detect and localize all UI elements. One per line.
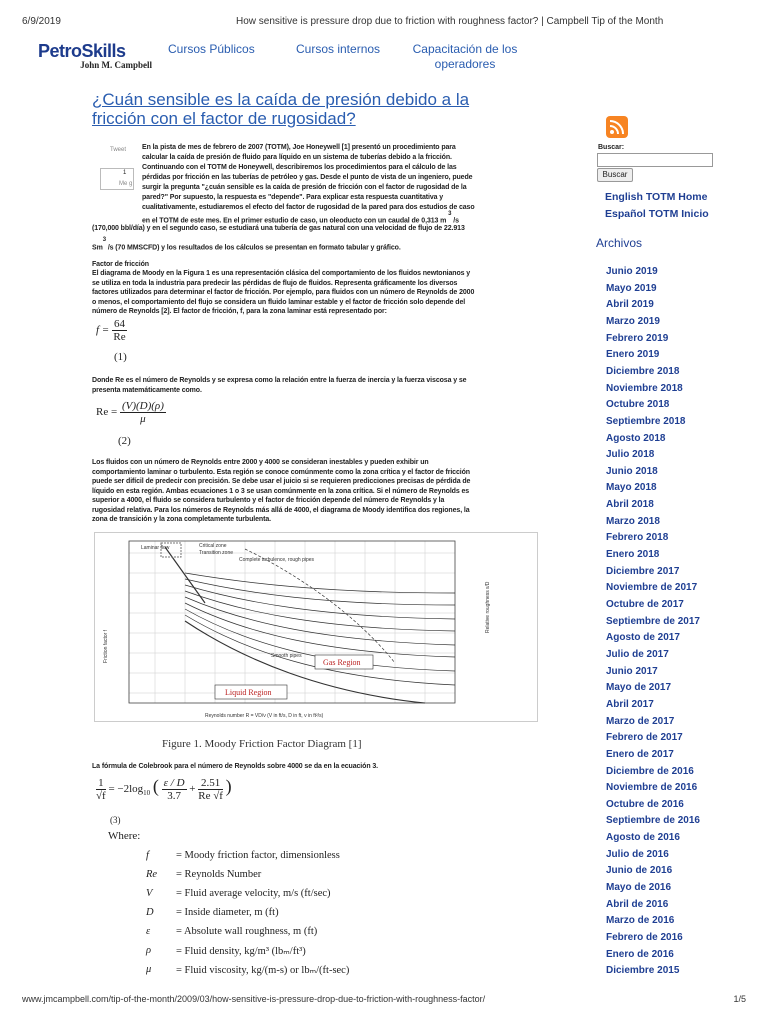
eq3-t1-num: ε / D xyxy=(163,776,185,789)
eq3-paren-close: ) xyxy=(225,776,232,796)
text-line: zona de transición y la zona completamente turbulenta. xyxy=(92,516,271,523)
archive-link[interactable]: Junio 2019 xyxy=(606,266,658,277)
link-espanol-totm[interactable]: Español TOTM Inicio xyxy=(605,208,709,220)
colebrook-line: La fórmula de Colebrook para el número de Reynolds sobre 4000 se da en la ecuación 3. xyxy=(92,763,378,770)
variable-symbol: Re xyxy=(146,869,158,880)
eq3-paren-open: ( xyxy=(152,776,159,796)
eq2-den: μ xyxy=(140,413,146,425)
archive-link[interactable]: Mayo 2019 xyxy=(606,282,657,294)
gas-region-label: Gas Region xyxy=(323,658,361,667)
print-page: 1/5 xyxy=(733,994,746,1004)
text-line: número de Reynolds [2]. El factor de fricción, f, para la zona laminar está representado por: xyxy=(92,308,387,315)
like-label: Me g xyxy=(119,181,133,187)
archivos-heading: Archivos xyxy=(596,236,643,250)
intro-line-8-sup: 3 xyxy=(448,211,452,217)
archive-link[interactable]: Mayo de 2017 xyxy=(606,682,672,694)
variable-symbol: μ xyxy=(146,964,152,975)
logo-sub: John M. Campbell xyxy=(80,60,152,70)
article-title[interactable]: ¿Cuán sensible es la caída de presión debido a la fricción con el factor de rugosidad? xyxy=(92,90,470,128)
archive-link[interactable]: Noviembre 2018 xyxy=(606,382,683,394)
intro-paragraph xyxy=(142,143,522,213)
variable-symbol: V xyxy=(146,888,153,899)
archive-link[interactable]: Enero 2018 xyxy=(606,549,660,561)
nav-capacitacion-operadores[interactable]: Capacitación de los operadores xyxy=(412,42,518,71)
archive-link[interactable]: Octubre de 2016 xyxy=(606,798,684,810)
chart-legend-labels xyxy=(141,543,315,659)
right-axis-label: Relative roughness ε/D xyxy=(485,581,491,633)
archive-link[interactable]: Septiembre de 2016 xyxy=(606,815,700,827)
eq3-term2 xyxy=(198,777,223,802)
archive-link[interactable]: Junio 2018 xyxy=(606,465,658,477)
archive-link[interactable]: Abril 2019 xyxy=(606,299,654,311)
archive-link[interactable]: Diciembre 2017 xyxy=(606,565,680,577)
archive-link[interactable]: Febrero de 2016 xyxy=(606,932,683,943)
eq3-term1 xyxy=(162,777,187,802)
text-line: rugosidad relativa. Para los números de Reynolds más allá de 4000, el diagrama de Moody identifica dos regiones, la xyxy=(92,506,470,514)
rss-icon-svg xyxy=(606,116,628,138)
liquid-region-label: Liquid Region xyxy=(225,688,272,697)
text-line: surgir la pregunta "¿cuán sensible es la caída de presión de fricción con el factor de rugosidad de la xyxy=(142,184,467,191)
archive-link[interactable]: Febrero de 2017 xyxy=(606,732,683,744)
archive-link[interactable]: Junio 2017 xyxy=(606,665,658,677)
variable-definition: = Reynolds Number xyxy=(176,869,262,880)
archive-link[interactable]: Diciembre de 2016 xyxy=(606,765,694,777)
archive-link[interactable]: Mayo de 2016 xyxy=(606,882,672,894)
archive-link[interactable]: Julio 2018 xyxy=(606,449,655,461)
eq3-sub: 10 xyxy=(143,789,151,798)
archive-link[interactable]: Julio de 2017 xyxy=(606,648,669,660)
archive-link[interactable]: Febrero 2019 xyxy=(606,332,669,344)
rss-icon[interactable] xyxy=(606,116,628,138)
friction-curves xyxy=(165,547,455,703)
text-line: líquido en esta región. Ambas ecuaciones 1 o 3 se usan comúnmente en la zona crítica. Si el número de Reynolds es xyxy=(92,487,470,495)
eq1-num: 64 xyxy=(113,318,125,330)
archive-link[interactable]: Mayo 2018 xyxy=(606,482,657,494)
text-line: pérdidas por fricción en las tuberías de petróleo y gas. Desde el punto de vista de un ingeniero, puede xyxy=(142,174,473,181)
archive-link[interactable]: Marzo de 2017 xyxy=(606,715,675,727)
nav-cursos-publicos[interactable]: Cursos Públicos xyxy=(168,42,255,56)
variable-symbol: ε xyxy=(146,926,151,937)
archive-link[interactable]: Abril de 2016 xyxy=(606,898,669,910)
eq2-lhs: Re = xyxy=(96,406,118,419)
tweet-button[interactable]: Tweet xyxy=(110,147,127,153)
eq3-lhs-den: √f xyxy=(96,789,106,802)
petroskills-logo[interactable] xyxy=(38,42,152,68)
text-line: Donde Re es el número de Reynolds y se expresa como la relación entre la fuerza de inercia y la fuerza viscosa y se xyxy=(92,377,467,384)
search-label: Buscar: xyxy=(598,144,625,151)
archive-link[interactable]: Octubre de 2017 xyxy=(606,599,684,610)
archive-link[interactable]: Diciembre 2018 xyxy=(606,365,680,377)
archive-link[interactable]: Abril 2017 xyxy=(606,698,654,710)
eq2-frac xyxy=(120,400,166,425)
variable-definition: = Absolute wall roughness, m (ft) xyxy=(176,926,318,937)
eq2-label: (2) xyxy=(118,435,131,447)
moody-diagram xyxy=(94,532,538,722)
intro-line-10-b: /s (70 MMSCFD) y los resultados de los cálculos se presentan en formato tabular y gráfico. xyxy=(107,244,401,252)
archive-link[interactable]: Febrero 2018 xyxy=(606,532,669,544)
figure-caption: Figure 1. Moody Friction Factor Diagram [1] xyxy=(162,738,362,750)
text-line: o menos, el comportamiento del flujo se considera un fluido laminar estable y el factor de fricción solo depende del xyxy=(92,298,466,306)
logo-brand: PetroSkills xyxy=(38,41,126,61)
eq3-t2-num: 2.51 xyxy=(198,777,223,790)
y-axis-label: Friction factor f xyxy=(103,629,109,663)
archive-link[interactable]: Marzo 2018 xyxy=(606,515,660,527)
friction-paragraph xyxy=(92,269,538,317)
archive-link[interactable]: Septiembre 2018 xyxy=(606,415,686,427)
archive-link[interactable]: Diciembre 2015 xyxy=(606,965,680,977)
eq3-label: (3) xyxy=(110,815,121,825)
archive-link[interactable]: Septiembre de 2017 xyxy=(606,615,700,627)
text-line: Los fluidos con un número de Reynolds entre 2000 y 4000 se consideran inestables y pueden exhibir un xyxy=(92,459,429,466)
archive-link[interactable]: Agosto de 2017 xyxy=(606,632,680,644)
variable-symbol: ρ xyxy=(146,945,152,956)
text-line: presenta matemáticamente como. xyxy=(92,386,202,394)
transition-paragraph xyxy=(92,458,538,525)
equation-2 xyxy=(96,400,166,425)
text-line: Continuando con el TOTM de Honeywell, describiremos los procedimientos para el cálculo de las xyxy=(142,164,457,171)
variable-symbol: f xyxy=(146,850,149,861)
label-complete: Complete turbulence, rough pipes xyxy=(239,557,315,563)
eq3-lhs xyxy=(96,777,106,802)
search-input[interactable] xyxy=(597,153,713,167)
eq3-lhs-num: 1 xyxy=(96,777,106,790)
variable-definition: = Moody friction factor, dimensionless xyxy=(176,850,340,861)
text-line: pared?" Por supuesto, la respuesta es "depende". Para explicar esta respuesta cuantitativa y xyxy=(142,194,444,201)
nav-cursos-internos[interactable]: Cursos internos xyxy=(296,42,381,56)
reynolds-paragraph xyxy=(92,376,538,395)
intro-line-10-sup: 3 xyxy=(102,237,106,243)
archive-link[interactable]: Junio de 2016 xyxy=(606,865,673,877)
search-button[interactable]: Buscar xyxy=(597,168,633,182)
equation-3 xyxy=(96,776,232,802)
like-count: 1 xyxy=(123,170,127,176)
variable-definition: = Fluid density, kg/m³ (lbₘ/ft³) xyxy=(176,946,306,957)
archive-link[interactable]: Marzo 2019 xyxy=(606,315,660,327)
eq2-num: (V)(D)(ρ) xyxy=(121,400,164,412)
variable-definition: = Inside diameter, m (ft) xyxy=(176,907,279,918)
print-url: www.jmcampbell.com/tip-of-the-month/2009/03/how-sensitive-is-pressure-drop-due-to-friction-with-roughness-factor/ xyxy=(22,994,486,1004)
eq3-mid: = −2log xyxy=(108,783,144,795)
text-line: En la pista de mes de febrero de 2007 (TOTM), Joe Honeywell [1] presentó un procedimiento para xyxy=(142,144,456,151)
variable-definition: = Fluid viscosity, kg/(m-s) or lbₘ/(ft-sec) xyxy=(176,965,350,976)
text-line: comportamiento laminar o turbulento. Esta región se conoce comúnmente como la zona crítica y el factor de fricción xyxy=(92,468,470,476)
print-header xyxy=(22,16,746,30)
text-line: cualitativamente, estudiaremos el efecto del factor de rugosidad de la pared para dos estudios de caso xyxy=(142,204,475,211)
archive-link[interactable]: Marzo de 2016 xyxy=(606,915,675,927)
like-widget[interactable] xyxy=(100,168,134,190)
text-line: se utiliza en toda la industria para predecir las pérdidas de flujo de fluidos. Representa gráficamente los diversos xyxy=(92,279,458,287)
archive-link[interactable]: Agosto 2018 xyxy=(606,432,666,444)
archive-link[interactable]: Enero de 2016 xyxy=(606,948,674,960)
text-line: factores utilizados para determinar el factor de fricción. Por ejemplo, para fluidos con un número de Reynolds de 2000 xyxy=(92,289,475,296)
eq1-label: (1) xyxy=(114,351,127,363)
intro-line-9: (170,000 bbl/día) y en el segundo caso, se estudiará una tubería de gas natural con una velocidad de flujo de 22.913 xyxy=(92,225,465,232)
link-english-totm[interactable]: English TOTM Home xyxy=(605,191,708,203)
label-laminar: Laminar flow xyxy=(141,545,170,551)
archive-link[interactable]: Julio de 2016 xyxy=(606,848,669,860)
text-line: superior a 4000, el fluido se considera turbulento y el factor de fricción depende del número de Reynolds y la xyxy=(92,497,445,504)
section-heading-friction: Factor de fricción xyxy=(92,261,149,268)
intro-line-10 xyxy=(92,237,532,253)
archive-link[interactable]: Octubre 2018 xyxy=(606,399,670,411)
eq1-lhs: f = xyxy=(96,324,110,337)
archive-link[interactable]: Noviembre de 2017 xyxy=(606,582,698,594)
text-line: calcular la caída de presión de fluido para líquido en un sistema de tuberías debido a la fricción. xyxy=(142,154,452,161)
variable-definition: = Fluid average velocity, m/s (ft/sec) xyxy=(176,888,331,899)
text-line: puede ser difícil de predecir con precisión. Se debe usar el juicio si se requieren predicciones precisas de pérdida de xyxy=(92,478,471,485)
label-transition: Transition zone xyxy=(199,550,233,556)
where-label: Where: xyxy=(108,830,141,842)
eq1-frac xyxy=(112,318,127,343)
text-line: El diagrama de Moody en la Figura 1 es una representación clásica del comportamiento de los fluidos newtonianos y xyxy=(92,270,471,277)
label-critical: Critical zone xyxy=(199,543,227,549)
variable-symbol: D xyxy=(146,907,154,918)
equation-1 xyxy=(96,318,127,343)
print-date: 6/9/2019 xyxy=(22,16,61,27)
x-axis-label: Reynolds number R = VD/ν (V in ft/s, D in ft, ν in ft²/s) xyxy=(205,713,324,719)
label-smooth: Smooth pipes xyxy=(271,653,302,659)
archive-link[interactable]: Enero 2019 xyxy=(606,349,660,361)
eq3-plus: + xyxy=(189,783,196,795)
intro-line-10-a: Sm xyxy=(92,244,103,252)
archive-link[interactable]: Noviembre de 2016 xyxy=(606,782,698,794)
archive-link[interactable]: Agosto de 2016 xyxy=(606,832,680,844)
eq1-den: Re xyxy=(113,331,126,343)
print-footer xyxy=(22,994,746,1008)
print-title: How sensitive is pressure drop due to friction with roughness factor? | Campbell Tip of the Month xyxy=(236,16,664,27)
archive-link[interactable]: Abril 2018 xyxy=(606,499,654,511)
intro-line-8-text: en el TOTM de este mes. En el primer estudio de caso, un oleoducto con un caudal de 0,313 m xyxy=(142,217,447,225)
intro-line-8-end: /s xyxy=(453,217,459,225)
moody-diagram-svg xyxy=(95,533,539,723)
eq3-t2-den: Re √f xyxy=(198,789,223,802)
eq3-t1-den: 3.7 xyxy=(167,789,181,802)
archive-link[interactable]: Enero de 2017 xyxy=(606,748,674,760)
